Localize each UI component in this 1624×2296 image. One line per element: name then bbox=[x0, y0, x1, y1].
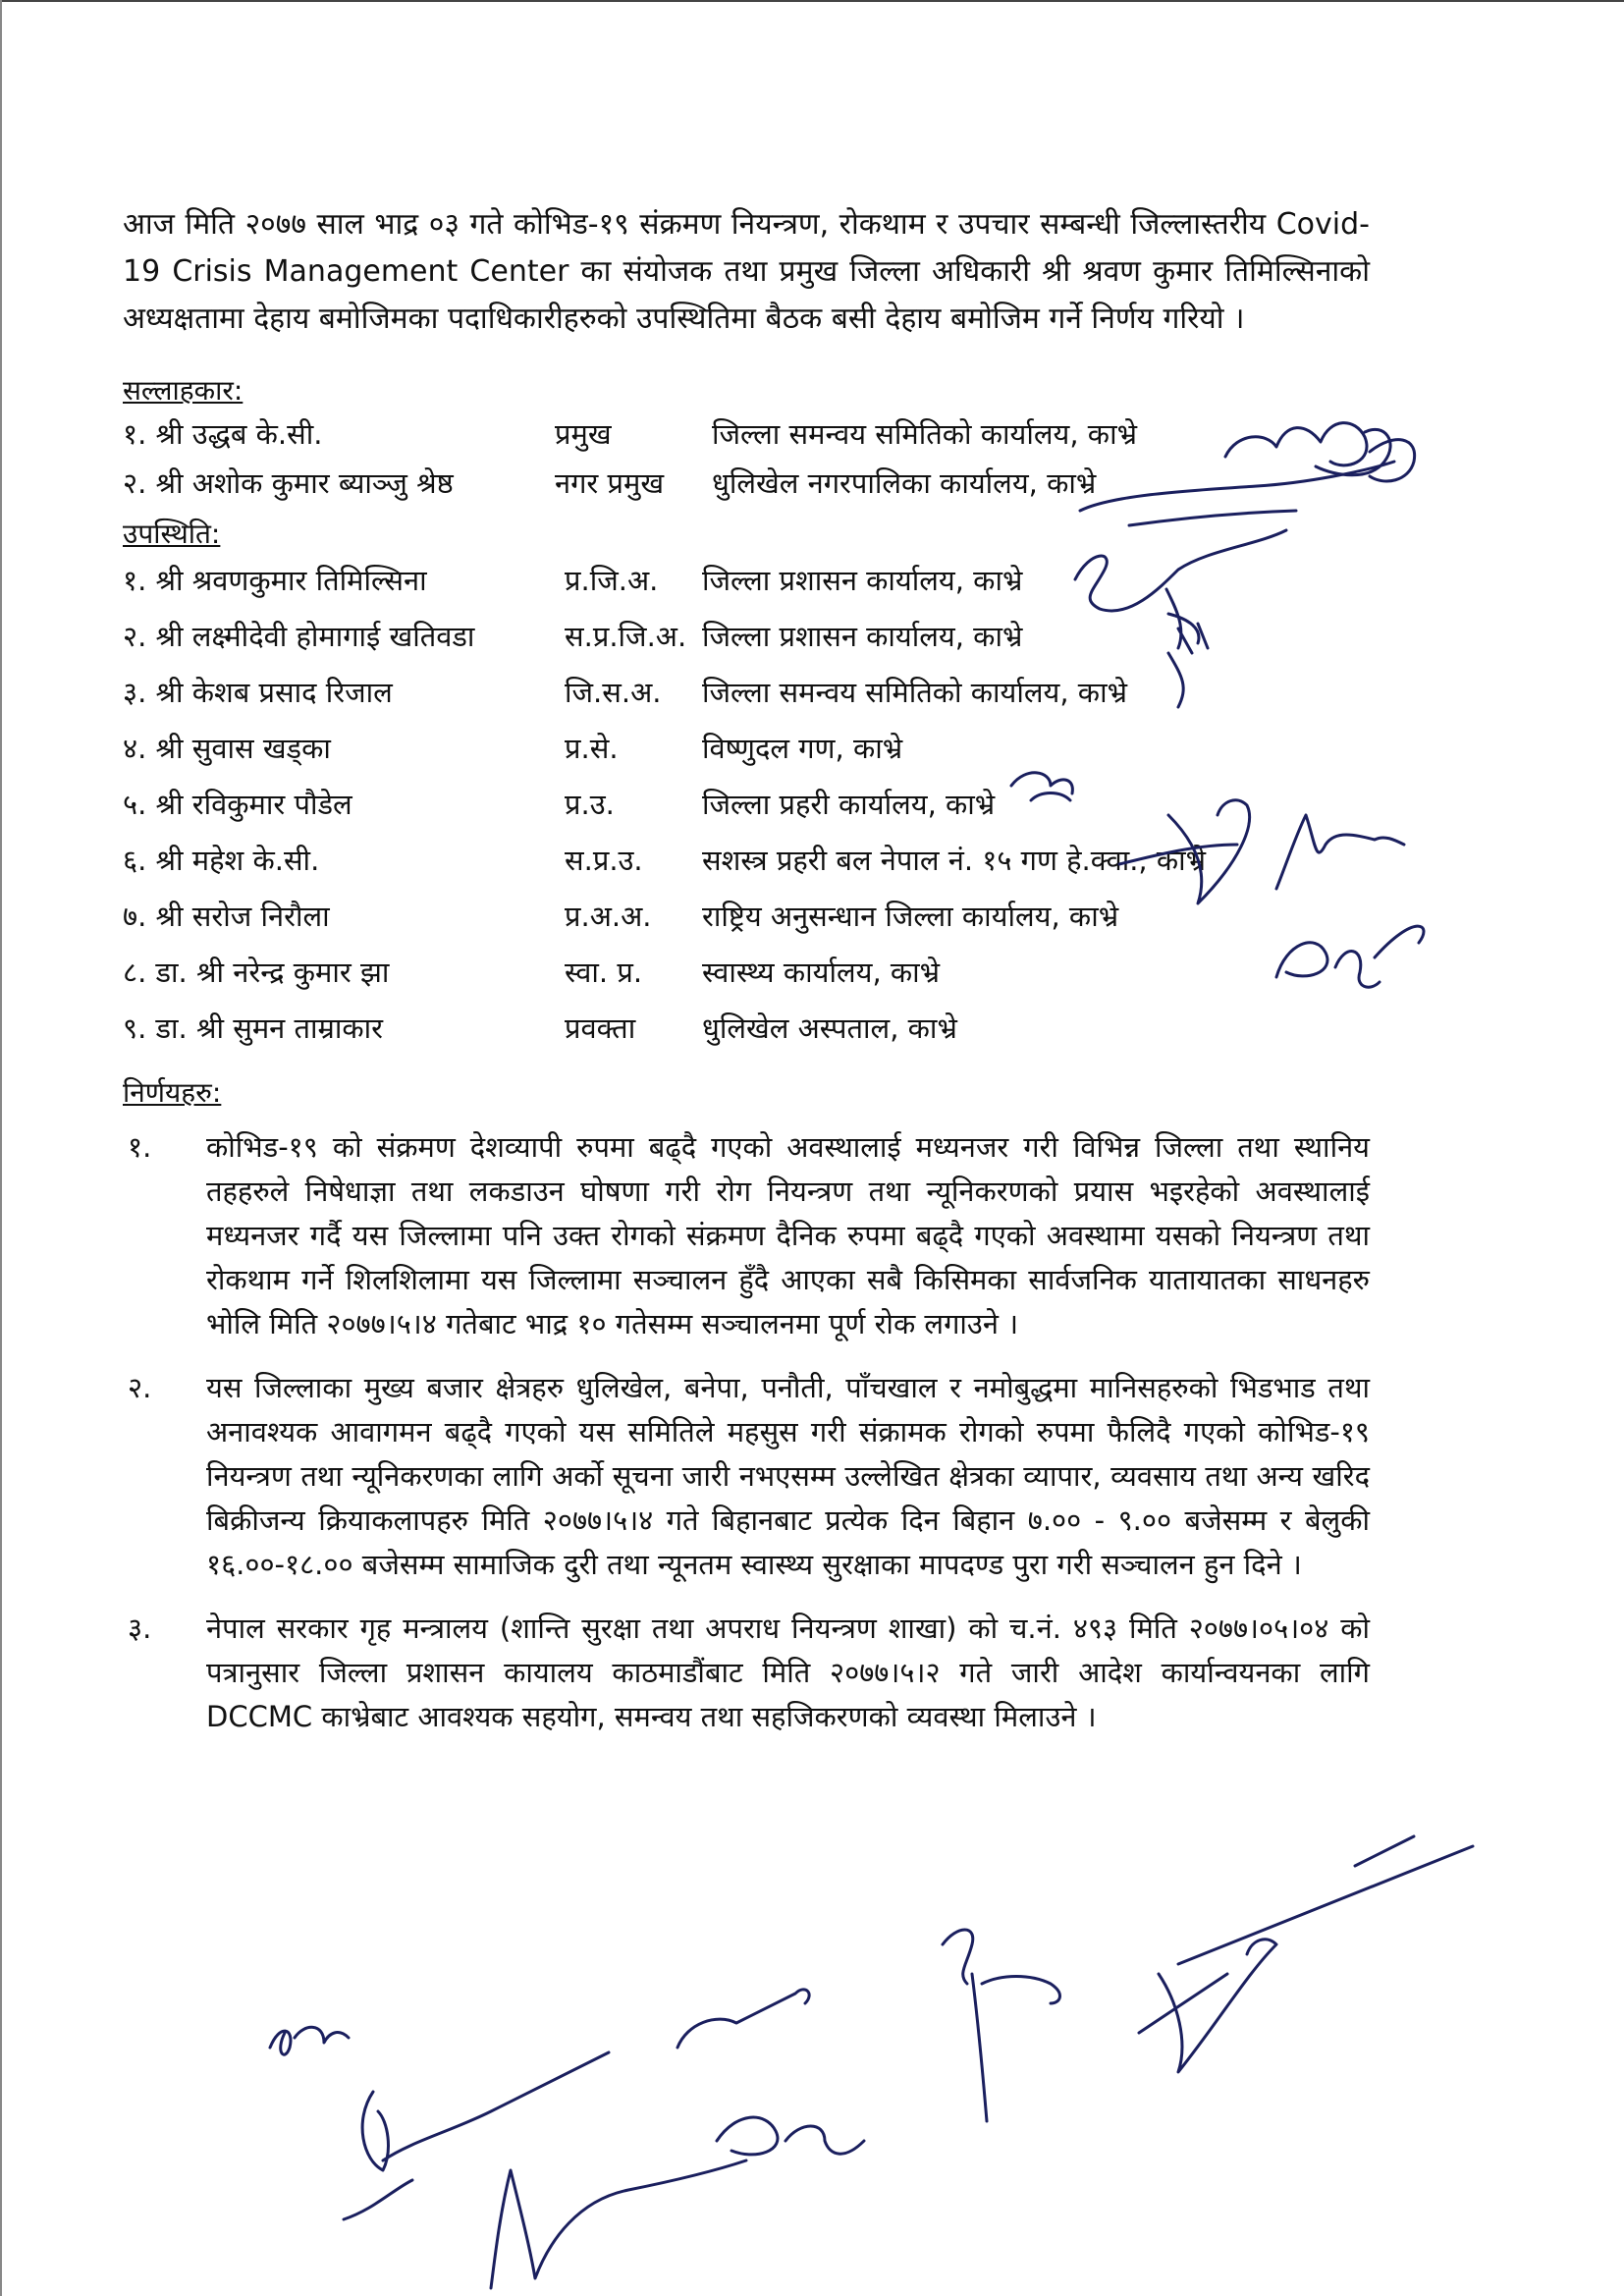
signature-bottom-7 bbox=[1139, 1940, 1276, 2072]
advisor-row bbox=[123, 459, 1370, 508]
member-office: जिल्ला समन्वय समितिको कार्यालय, काभ्रे bbox=[702, 676, 1127, 709]
scan-top-edge bbox=[0, 0, 1624, 2]
member-office: जिल्ला समन्वय समितिको कार्यालय, काभ्रे bbox=[712, 417, 1137, 451]
attendee-row bbox=[123, 665, 1370, 721]
signature-bottom-2 bbox=[344, 2052, 609, 2219]
signature-bottom-5 bbox=[717, 2117, 864, 2155]
member-name: ५. श्री रविकुमार पौडेल bbox=[123, 788, 352, 821]
attendance-heading: उपस्थिति: bbox=[123, 518, 221, 550]
decision-item bbox=[123, 1607, 1370, 1739]
member-designation: स.प्र.जि.अ. bbox=[565, 620, 687, 653]
decision-text: कोभिड-१९ को संक्रमण देशव्यापी रुपमा बढ्दै गएको अवस्थालाई मध्यनजर गरी विभिन्न जिल्ला तथा स्थानिय तहहरुले निषेधाज्ञा तथा लकडाउन घोषणा गरी रोग नियन्त्रण तथा न्यूनिकरणको प्रयास भइरहेको अवस्थालाई मध्यनजर गर्दै यस जिल्लामा पनि उक्त रोगको संक्रमण दैनिक रुपमा बढ्दै गएको अवस्थामा यसको नियन्त्रण तथा रोकथाम गर्ने शिलशिलामा यस जिल्लामा सञ्चालन हुँदै आएका सबै किसिमका सार्वजनिक यातायातका साधनहरु भोलि मिति २०७७।५।४ गतेबाट भाद्र १० गतेसम्म सञ्चालनमा पूर्ण रोक लगाउने । bbox=[206, 1130, 1370, 1340]
decision-number: १. bbox=[128, 1130, 152, 1164]
attendee-row bbox=[123, 833, 1370, 889]
member-name: ९. डा. श्री सुमन ताम्राकार bbox=[123, 1011, 384, 1045]
decision-text: नेपाल सरकार गृह मन्त्रालय (शान्ति सुरक्षा तथा अपराध नियन्त्रण शाखा) को च.नं. ४९३ मिति २०७७।०५।०४ को पत्रानुसार जिल्ला प्रशासन कायालय काठमाडौंबाट मिति २०७७।५।२ गते जारी आदेश कार्यान्वयनका लागि DCCMC काभ्रेबाट आवश्यक सहयोग, समन्वय तथा सहजिकरणको व्यवस्था मिलाउने । bbox=[206, 1612, 1370, 1733]
member-designation: स्वा. प्र. bbox=[565, 956, 643, 989]
intro-paragraph: आज मिति २०७७ साल भाद्र ०३ गते कोभिड-१९ संक्रमण नियन्त्रण, रोकथाम र उपचार सम्बन्धी जिल्लास्तरीय Covid-19 Crisis Management Center का संयोजक तथा प्रमुख जिल्ला अधिकारी श्री श्रवण कुमार तिमिल्सिनाको अध्यक्षतामा देहाय बमोजिमका पदाधिकारीहरुको उपस्थितिमा बैठक बसी देहाय बमोजिम गर्ने निर्णय गरियो । bbox=[123, 207, 1370, 336]
member-name: ७. श्री सरोज निरौला bbox=[123, 900, 330, 933]
decision-item bbox=[123, 1125, 1370, 1346]
member-office: जिल्ला प्रशासन कार्यालय, काभ्रे bbox=[702, 564, 1023, 597]
member-designation: प्रवक्ता bbox=[565, 1011, 636, 1045]
attendance-section bbox=[123, 516, 1370, 1057]
member-office: राष्ट्रिय अनुसन्धान जिल्ला कार्यालय, काभ्रे bbox=[702, 900, 1119, 933]
member-name: १. श्री श्रवणकुमार तिमिल्सिना bbox=[123, 564, 427, 597]
signature-bottom-3 bbox=[677, 1990, 809, 2048]
signature-bottom-4 bbox=[491, 2160, 746, 2288]
attendee-row bbox=[123, 777, 1370, 833]
advisors-section bbox=[123, 372, 1370, 508]
attendee-row bbox=[123, 553, 1370, 609]
member-name: २. श्री अशोक कुमार ब्याञ्जु श्रेष्ठ bbox=[123, 466, 454, 500]
attendee-row bbox=[123, 889, 1370, 945]
member-designation: नगर प्रमुख bbox=[555, 466, 665, 500]
member-designation: प्र.जि.अ. bbox=[565, 564, 659, 597]
member-designation: प्रमुख bbox=[555, 417, 612, 451]
member-office: जिल्ला प्रशासन कार्यालय, काभ्रे bbox=[702, 620, 1023, 653]
member-designation: प्र.से. bbox=[565, 732, 619, 765]
member-office: विष्णुदल गण, काभ्रे bbox=[702, 732, 903, 765]
scan-left-edge bbox=[0, 0, 2, 2296]
signature-bottom-6 bbox=[943, 1930, 1059, 2121]
member-designation: जि.स.अ. bbox=[565, 676, 662, 709]
signature-bottom-1 bbox=[270, 2027, 349, 2054]
attendee-row bbox=[123, 1001, 1370, 1057]
decision-number: २. bbox=[128, 1371, 152, 1404]
member-name: ८. डा. श्री नरेन्द्र कुमार झा bbox=[123, 956, 390, 989]
signature-advisor-1-flourish bbox=[1370, 440, 1415, 481]
signature-bottom-long-stroke bbox=[1178, 1836, 1473, 1964]
advisors-heading: सल्लाहकार: bbox=[123, 374, 244, 407]
member-name: १. श्री उद्धब के.सी. bbox=[123, 417, 323, 451]
member-name: ४. श्री सुवास खड्का bbox=[123, 732, 331, 765]
attendee-row bbox=[123, 945, 1370, 1001]
decision-item bbox=[123, 1366, 1370, 1587]
member-name: ३. श्री केशब प्रसाद रिजाल bbox=[123, 676, 393, 709]
member-designation: स.प्र.उ. bbox=[565, 844, 643, 877]
decisions-heading: निर्णयहरु: bbox=[123, 1076, 222, 1109]
member-designation: प्र.अ.अ. bbox=[565, 900, 652, 933]
member-office: सशस्त्र प्रहरी बल नेपाल नं. १५ गण हे.क्वा., काभ्रे bbox=[702, 844, 1207, 877]
member-office: जिल्ला प्रहरी कार्यालय, काभ्रे bbox=[702, 788, 996, 821]
member-office: धुलिखेल अस्पताल, काभ्रे bbox=[702, 1011, 957, 1045]
attendee-row bbox=[123, 721, 1370, 777]
decision-number: ३. bbox=[128, 1612, 152, 1645]
attendee-row bbox=[123, 609, 1370, 665]
member-designation: प्र.उ. bbox=[565, 788, 615, 821]
decision-text: यस जिल्लाका मुख्य बजार क्षेत्रहरु धुलिखेल, बनेपा, पनौती, पाँचखाल र नमोबुद्धमा मानिसहरुको भिडभाड तथा अनावश्यक आवागमन बढ्दै गएको यस समितिले महसुस गरी संक्रामक रोगको रुपमा फैलिदै गएको कोभिड-१९ नियन्त्रण तथा न्यूनिकरणका लागि अर्को सूचना जारी नभएसम्म उल्लेखित क्षेत्रका व्यापार, व्यवसाय तथा अन्य खरिद बिक्रीजन्य क्रियाकलापहरु मिति २०७७।५।४ गते बिहानबाट प्रत्येक दिन बिहान ७.०० - ९.०० बजेसम्म र बेलुकी १६.००-१८.०० बजेसम्म सामाजिक दुरी तथा न्यूनतम स्वास्थ्य सुरक्षाका मापदण्ड पुरा गरी सञ्चालन हुन दिने । bbox=[206, 1371, 1370, 1581]
minutes-document bbox=[123, 201, 1370, 1759]
member-office: स्वास्थ्य कार्यालय, काभ्रे bbox=[702, 956, 941, 989]
advisor-row bbox=[123, 410, 1370, 459]
decisions-section bbox=[123, 1074, 1370, 1739]
member-name: २. श्री लक्ष्मीदेवी होमागाई खतिवडा bbox=[123, 620, 475, 653]
member-name: ६. श्री महेश के.सी. bbox=[123, 844, 320, 877]
member-office: धुलिखेल नगरपालिका कार्यालय, काभ्रे bbox=[712, 466, 1097, 500]
